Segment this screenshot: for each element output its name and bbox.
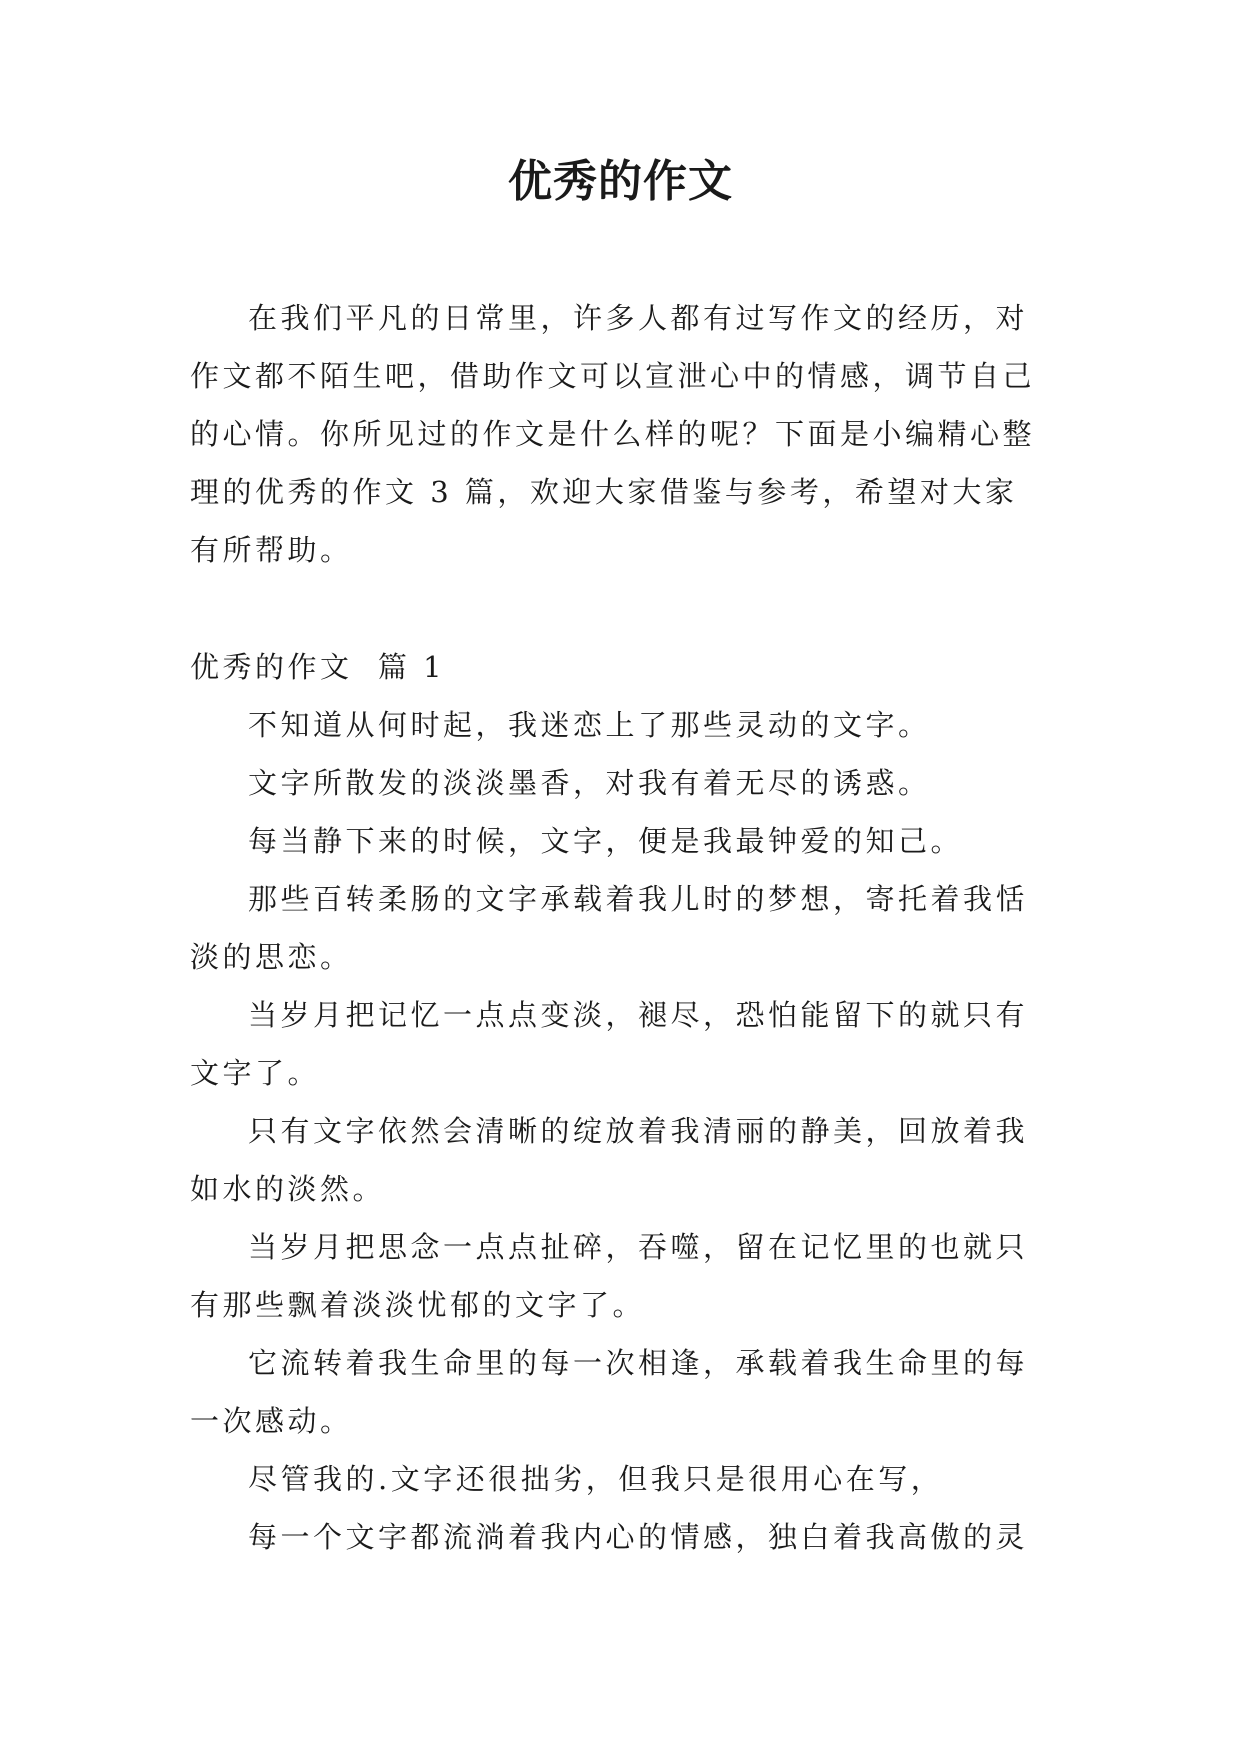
article-paragraph: 只有文字依然会清晰的绽放着我清丽的静美，回放着我如水的淡然。 — [190, 1114, 1029, 1206]
document-title: 优秀的作文 — [508, 156, 733, 207]
article-paragraph: 每一个文字都流淌着我内心的情感，独白着我高傲的灵 — [248, 1520, 1029, 1554]
article-paragraph: 每当静下来的时候，文字，便是我最钟爱的知己。 — [248, 824, 964, 858]
section-heading: 优秀的作文 篇 1 — [190, 650, 446, 684]
article-paragraph: 不知道从何时起，我迷恋上了那些灵动的文字。 — [248, 708, 931, 742]
intro-paragraph: 在我们平凡的日常里，许多人都有过写作文的经历，对作文都不陌生吧，借助作文可以宣泄心中的情感，调节自己的心情。你所见过的作文是什么样的呢？下面是小编精心整理的优秀的作文 3 篇，欢迎大家借鉴与参考，希望对大家有所帮助。 — [190, 301, 1036, 567]
article-paragraph: 它流转着我生命里的每一次相逢，承载着我生命里的每一次感动。 — [190, 1346, 1029, 1438]
article-paragraph: 当岁月把思念一点点扯碎，吞噬，留在记忆里的也就只有那些飘着淡淡忧郁的文字了。 — [190, 1230, 1029, 1322]
article-paragraph: 尽管我的.文字还很拙劣，但我只是很用心在写， — [248, 1462, 944, 1496]
article-section — [190, 638, 1048, 1566]
intro-block — [190, 289, 1048, 579]
article-paragraph: 当岁月把记忆一点点变淡，褪尽，恐怕能留下的就只有文字了。 — [190, 998, 1029, 1090]
article-paragraph: 那些百转柔肠的文字承载着我儿时的梦想，寄托着我恬淡的思恋。 — [190, 882, 1029, 974]
article-paragraph: 文字所散发的淡淡墨香，对我有着无尽的诱惑。 — [248, 766, 931, 800]
